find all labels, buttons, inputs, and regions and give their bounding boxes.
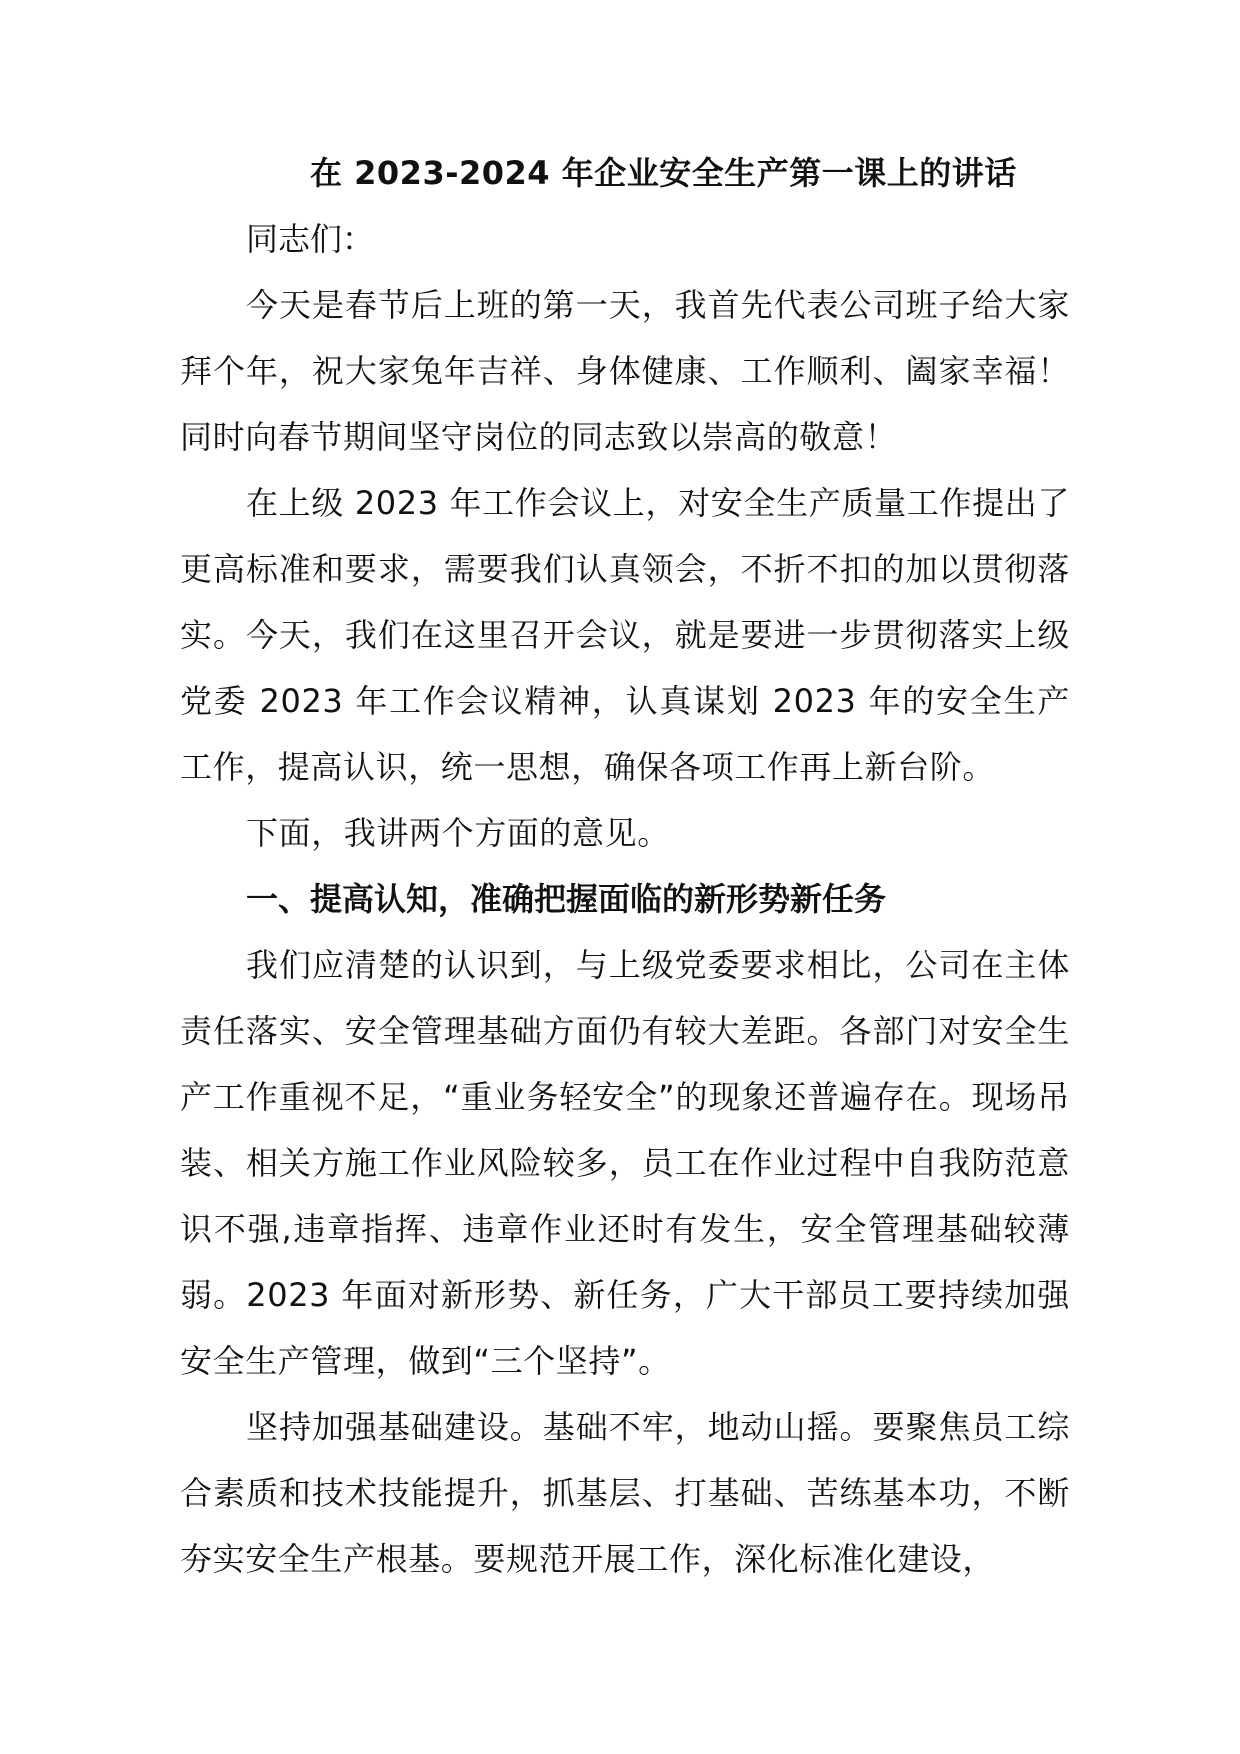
- section-heading-1: 一、提高认知，准确把握面临的新形势新任务: [246, 880, 887, 918]
- salutation: 同志们：: [246, 220, 375, 258]
- paragraph-greeting: 今天是春节后上班的第一天，我首先代表公司班子给大家拜个年，祝大家兔年吉祥、身体健康、工作顺利、阖家幸福！同时向春节期间坚守岗位的同志致以崇高的敬意！: [180, 286, 1070, 456]
- paragraph-meeting-purpose: 在上级 2023 年工作会议上，对安全生产质量工作提出了更高标准和要求，需要我们认真领会，不折不扣的加以贯彻落实。今天，我们在这里召开会议，就是要进一步贯彻落实上级党委 2023 年工作会议精神，认真谋划 2023 年的安全生产工作，提高认识，统一思想，确保各项工作再上新台阶。: [180, 484, 1070, 786]
- paragraph-outline: 下面，我讲两个方面的意见。: [246, 814, 670, 852]
- document-body: [180, 140, 1070, 1592]
- document-title: 在 2023-2024 年企业安全生产第一课上的讲话: [310, 154, 1017, 192]
- paragraph-foundation-building: 坚持加强基础建设。基础不牢，地动山摇。要聚焦员工综合素质和技术技能提升，抓基层、打基础、苦练基本功，不断夯实安全生产根基。要规范开展工作，深化标准化建设，: [180, 1408, 1070, 1578]
- paragraph-current-situation: 我们应清楚的认识到，与上级党委要求相比，公司在主体责任落实、安全管理基础方面仍有较大差距。各部门对安全生产工作重视不足，“重业务轻安全”的现象还普遍存在。现场吊装、相关方施工作业风险较多，员工在作业过程中自我防范意识不强,违章指挥、违章作业还时有发生，安全管理基础较薄弱。2023 年面对新形势、新任务，广大干部员工要持续加强安全生产管理，做到“三个坚持”。: [180, 946, 1070, 1380]
